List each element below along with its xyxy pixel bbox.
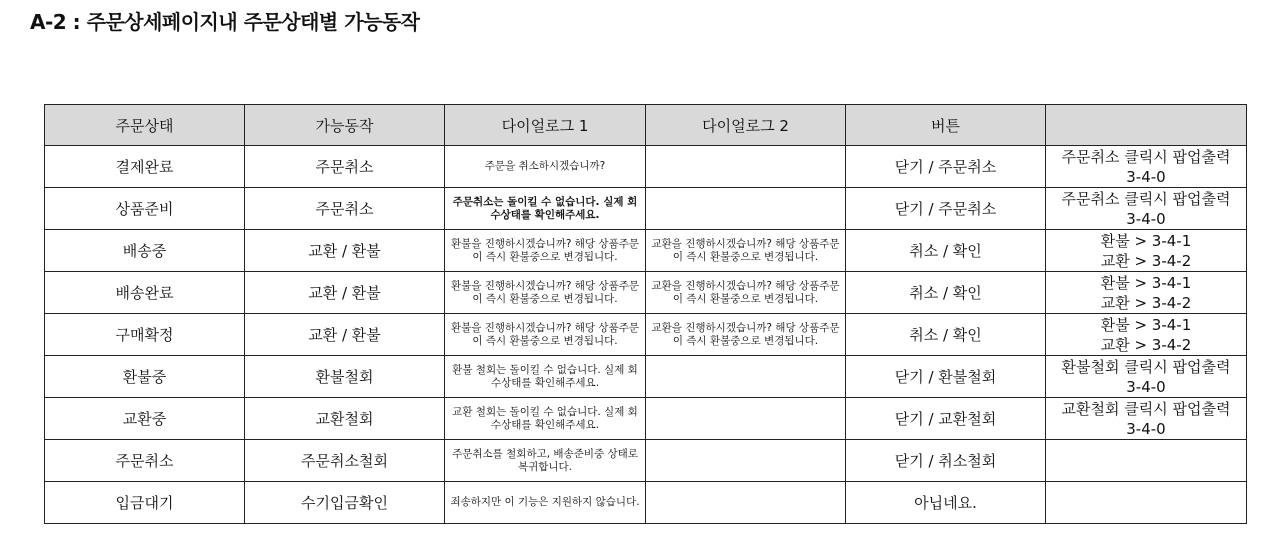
note-line: 환불 > 3-4-1 (1100, 316, 1192, 334)
cell-buttons: 닫기 / 교환철회 (846, 398, 1046, 440)
table-header-row (45, 105, 1247, 146)
cell-dialog-2 (646, 398, 846, 440)
cell-note (1046, 146, 1247, 188)
table-row (45, 356, 1247, 398)
table-row (45, 146, 1247, 188)
cell-buttons: 닫기 / 주문취소 (846, 188, 1046, 230)
header-available-action: 가능동작 (245, 105, 445, 146)
header-buttons: 버튼 (846, 105, 1046, 146)
cell-dialog-1: 주문취소는 돌이킬 수 없습니다. 실제 회수상태를 확인해주세요. (445, 188, 646, 230)
cell-dialog-2: 교환을 진행하시겠습니까? 해당 상품주문이 즉시 환불중으로 변경됩니다. (646, 230, 846, 272)
cell-dialog-1: 환불을 진행하시겠습니까? 해당 상품주문이 즉시 환불중으로 변경됩니다. (445, 314, 646, 356)
table-row (45, 272, 1247, 314)
cell-action: 주문취소 (245, 146, 445, 188)
cell-dialog-2 (646, 356, 846, 398)
cell-buttons: 취소 / 확인 (846, 272, 1046, 314)
cell-note (1046, 230, 1247, 272)
note-line: 교환철회 클릭시 팝업출력 (1061, 400, 1231, 418)
cell-dialog-1: 죄송하지만 이 기능은 지원하지 않습니다. (445, 482, 646, 524)
cell-dialog-1: 주문취소를 철회하고, 배송준비중 상태로 복귀합니다. (445, 440, 646, 482)
header-dialog-2: 다이얼로그 2 (646, 105, 846, 146)
cell-buttons: 닫기 / 주문취소 (846, 146, 1046, 188)
cell-dialog-2: 교환을 진행하시겠습니까? 해당 상품주문이 즉시 환불중으로 변경됩니다. (646, 314, 846, 356)
cell-action: 주문취소 (245, 188, 445, 230)
note-line: 환불 > 3-4-1 (1100, 232, 1192, 250)
order-status-action-table (44, 104, 1247, 524)
cell-status: 환불중 (45, 356, 245, 398)
cell-status: 결제완료 (45, 146, 245, 188)
table-row (45, 482, 1247, 524)
note-line: 주문취소 클릭시 팝업출력 (1061, 190, 1231, 208)
cell-status: 교환중 (45, 398, 245, 440)
cell-action: 교환 / 환불 (245, 272, 445, 314)
cell-note (1046, 188, 1247, 230)
note-line: 교환 > 3-4-2 (1100, 336, 1192, 354)
cell-dialog-1: 교환 철회는 돌이킬 수 없습니다. 실제 회수상태를 확인해주세요. (445, 398, 646, 440)
cell-action: 교환철회 (245, 398, 445, 440)
cell-status: 구매확정 (45, 314, 245, 356)
table-row (45, 440, 1247, 482)
cell-note (1046, 398, 1247, 440)
cell-status: 배송완료 (45, 272, 245, 314)
cell-buttons: 닫기 / 환불철회 (846, 356, 1046, 398)
cell-note (1046, 440, 1247, 482)
note-line: 교환 > 3-4-2 (1100, 252, 1192, 270)
cell-dialog-2 (646, 440, 846, 482)
cell-action: 환불철회 (245, 356, 445, 398)
cell-dialog-1: 환불 철회는 돌이킬 수 없습니다. 실제 회수상태를 확인해주세요. (445, 356, 646, 398)
page-title: A-2 : 주문상세페이지내 주문상태별 가능동작 (30, 10, 420, 34)
note-line: 3-4-0 (1126, 420, 1166, 438)
cell-note (1046, 314, 1247, 356)
cell-note (1046, 356, 1247, 398)
cell-buttons: 취소 / 확인 (846, 314, 1046, 356)
table-row (45, 314, 1247, 356)
header-order-status: 주문상태 (45, 105, 245, 146)
cell-buttons: 닫기 / 취소철회 (846, 440, 1046, 482)
cell-note (1046, 272, 1247, 314)
cell-dialog-1: 환불을 진행하시겠습니까? 해당 상품주문이 즉시 환불중으로 변경됩니다. (445, 272, 646, 314)
cell-dialog-2: 교환을 진행하시겠습니까? 해당 상품주문이 즉시 환불중으로 변경됩니다. (646, 272, 846, 314)
note-line: 3-4-0 (1126, 378, 1166, 396)
cell-dialog-1: 환불을 진행하시겠습니까? 해당 상품주문이 즉시 환불중으로 변경됩니다. (445, 230, 646, 272)
table-row (45, 188, 1247, 230)
header-note (1046, 105, 1247, 146)
note-line: 3-4-0 (1126, 210, 1166, 228)
cell-dialog-2 (646, 146, 846, 188)
cell-action: 교환 / 환불 (245, 314, 445, 356)
cell-buttons: 아닙네요. (846, 482, 1046, 524)
note-line: 교환 > 3-4-2 (1100, 294, 1192, 312)
cell-dialog-2 (646, 482, 846, 524)
note-line: 3-4-0 (1126, 168, 1166, 186)
note-line: 주문취소 클릭시 팝업출력 (1061, 148, 1231, 166)
cell-status: 배송중 (45, 230, 245, 272)
note-line: 환불철회 클릭시 팝업출력 (1061, 358, 1231, 376)
cell-dialog-2 (646, 188, 846, 230)
cell-action: 수기입금확인 (245, 482, 445, 524)
cell-status: 입금대기 (45, 482, 245, 524)
table-row (45, 398, 1247, 440)
cell-action: 교환 / 환불 (245, 230, 445, 272)
cell-action: 주문취소철회 (245, 440, 445, 482)
cell-buttons: 취소 / 확인 (846, 230, 1046, 272)
header-dialog-1: 다이얼로그 1 (445, 105, 646, 146)
cell-note (1046, 482, 1247, 524)
cell-status: 주문취소 (45, 440, 245, 482)
table-row (45, 230, 1247, 272)
cell-status: 상품준비 (45, 188, 245, 230)
cell-dialog-1: 주문을 취소하시겠습니까? (445, 146, 646, 188)
note-line: 환불 > 3-4-1 (1100, 274, 1192, 292)
